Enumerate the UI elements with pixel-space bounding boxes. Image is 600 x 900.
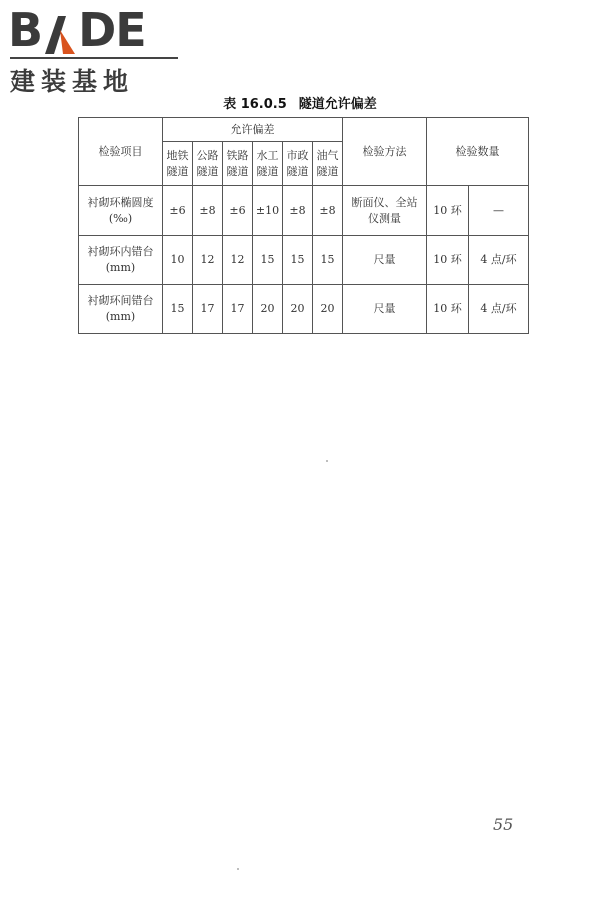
row-value: ±6 [223,186,253,236]
page-number: 55 [493,815,514,834]
header-tunnel-type: 油气 隧道 [313,142,343,186]
scan-speck [237,868,239,870]
brand-logo [8,3,188,96]
logo-a-mark-icon [43,14,77,54]
logo-letter-b: B [8,3,43,57]
row-quantity-scope: 10 环 [427,285,469,334]
row-value: ±10 [253,186,283,236]
row-quantity-points: — [469,186,529,236]
row-method: 断面仪、全站 仪测量 [343,186,427,236]
row-quantity-scope: 10 环 [427,236,469,285]
table-header-row [79,118,529,142]
row-value: 12 [193,236,223,285]
table-name: 隧道允许偏差 [298,97,377,112]
logo-divider [10,57,178,59]
row-value: ±8 [193,186,223,236]
row-value: ±8 [283,186,313,236]
row-method: 尺量 [343,285,427,334]
row-quantity-scope: 10 环 [427,186,469,236]
row-value: 20 [313,285,343,334]
row-method: 尺量 [343,236,427,285]
table-number: 表 16.0.5 [223,97,287,112]
header-tunnel-type: 铁路 隧道 [223,142,253,186]
table-caption [0,93,600,112]
row-value: 20 [253,285,283,334]
logo-subtitle: 建装基地 [10,67,135,96]
header-method: 检验方法 [343,118,427,186]
logo-wordmark [8,3,146,57]
scan-speck [326,460,328,462]
row-item: 衬砌环内错台 (mm) [79,236,163,285]
row-value: 20 [283,285,313,334]
row-item: 衬砌环间错台 (mm) [79,285,163,334]
row-value: ±8 [313,186,343,236]
header-tunnel-type: 地铁 隧道 [163,142,193,186]
header-tunnel-type: 水工 隧道 [253,142,283,186]
row-value: 15 [283,236,313,285]
table-row [79,285,529,334]
header-tunnel-type: 市政 隧道 [283,142,313,186]
row-quantity-points: 4 点/环 [469,285,529,334]
row-value: 15 [163,285,193,334]
tunnel-deviation-table [78,117,529,334]
table-row [79,186,529,236]
row-value: ±6 [163,186,193,236]
row-value: 10 [163,236,193,285]
logo-letters-de: DE [78,3,146,57]
header-tolerance: 允许偏差 [163,118,343,142]
header-tunnel-type: 公路 隧道 [193,142,223,186]
row-item: 衬砌环椭圆度 (‰) [79,186,163,236]
row-value: 17 [193,285,223,334]
row-quantity-points: 4 点/环 [469,236,529,285]
row-value: 17 [223,285,253,334]
row-value: 15 [313,236,343,285]
table-row [79,236,529,285]
row-value: 15 [253,236,283,285]
header-quantity: 检验数量 [427,118,529,186]
header-item: 检验项目 [79,118,163,186]
row-value: 12 [223,236,253,285]
